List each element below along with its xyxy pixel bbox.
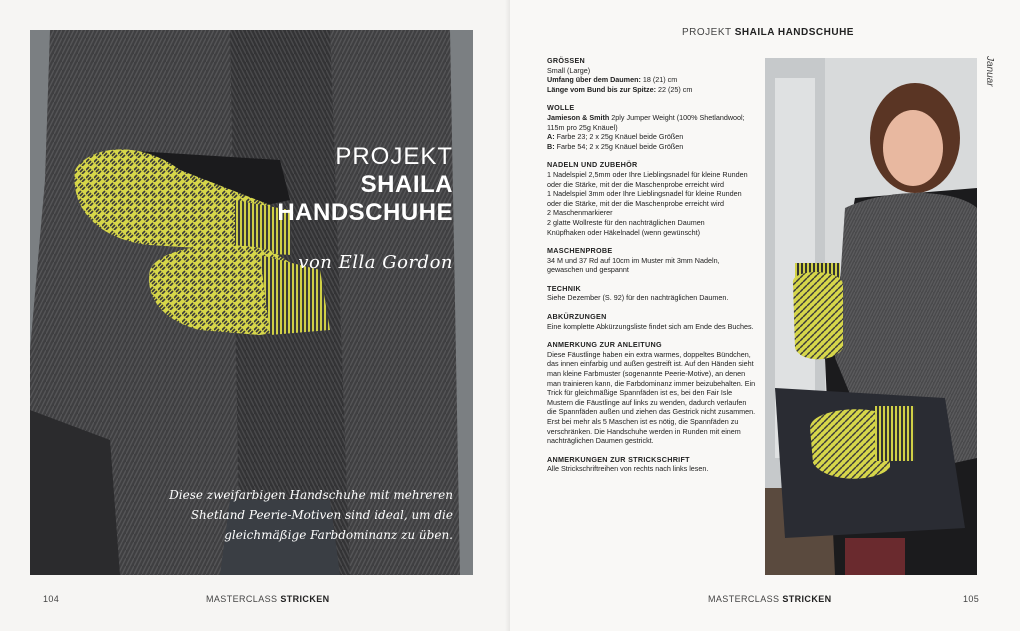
section-nadeln	[547, 160, 757, 237]
section-text: Small (Large)	[547, 65, 591, 75]
section-text: 34 M und 37 Rd auf 10cm im Muster mit 3mm Nadeln, gewaschen und gespannt	[547, 255, 720, 275]
section-text: Alle Strickschriftreihen von rechts nach links lesen.	[547, 464, 709, 474]
value: Farbe 23; 2 x 25g Knäuel beide Größen	[554, 132, 684, 142]
left-footer-series	[206, 594, 330, 604]
author-byline: von Ella Gordon	[298, 252, 453, 273]
project-title-line3: HANDSCHUHE	[277, 199, 453, 226]
month-side-tab: Januar	[984, 56, 995, 87]
label: Jamieson & Smith	[547, 112, 610, 122]
right-page-header	[682, 27, 854, 38]
section-heading: NADELN UND ZUBEHÖR	[547, 160, 638, 170]
section-heading: GRÖSSEN	[547, 56, 586, 65]
section-anmerkung	[547, 340, 757, 446]
project-title-line2: SHAILA	[360, 171, 453, 198]
label: Länge vom Bund bis zur Spitze:	[547, 84, 657, 94]
section-wolle	[547, 103, 757, 151]
section-text: 1 Nadelspiel 2,5mm oder Ihre Lieblingsnadel für kleine Runden oder die Stärke, mit der die Maschenprobe erreicht wird 1 Nadelspiel 3mm oder Ihre Lieblingsnadel für kleine Runden oder die Stärke, mit der die Maschenprobe erreicht wird 2 Maschenmarkierer 2 glatte Wollreste für den nachträglichen Daumen Knüpfhaken oder Häkelnadel (wenn gewünscht)	[547, 169, 748, 237]
left-footer-series-bold: STRICKEN	[280, 594, 330, 604]
right-footer-series	[708, 594, 832, 604]
section-heading: ABKÜRZUNGEN	[547, 312, 607, 322]
section-text	[547, 75, 757, 85]
right-footer-series-bold: STRICKEN	[782, 594, 832, 604]
section-groessen	[547, 56, 757, 94]
project-title	[277, 143, 453, 227]
section-text	[547, 132, 757, 142]
section-technik	[547, 284, 757, 303]
value: 18 (21) cm	[640, 75, 678, 85]
value: 2ply Jumper Weight (100% Shetlandwool; 115m pro 25g Knäuel)	[547, 112, 745, 132]
label: A:	[547, 132, 555, 142]
header-prefix: PROJEKT	[682, 27, 732, 38]
header-title: SHAILA HANDSCHUHE	[734, 27, 854, 38]
section-heading: WOLLE	[547, 103, 575, 113]
section-heading: ANMERKUNGEN ZUR STRICKSCHRIFT	[547, 454, 690, 464]
pattern-details	[547, 56, 757, 483]
section-text: Siehe Dezember (S. 92) für den nachträglichen Daumen.	[547, 293, 729, 303]
section-heading: ANMERKUNG ZUR ANLEITUNG	[547, 340, 662, 350]
right-page-number: 105	[963, 594, 980, 604]
section-heading: TECHNIK	[547, 283, 582, 293]
section-text	[547, 85, 757, 95]
right-photo-woman-mittens	[765, 58, 977, 575]
section-maschenprobe	[547, 246, 757, 275]
label: B:	[547, 141, 555, 151]
left-footer-series-name: MASTERCLASS	[206, 594, 278, 604]
photo-caption: Diese zweifarbigen Handschuhe mit mehreren Shetland Peerie-Motiven sind ideal, um die gleichmäßige Farbdominanz zu üben.	[169, 488, 453, 542]
left-page-number: 104	[43, 594, 60, 604]
section-strickschrift	[547, 455, 757, 474]
project-title-line1: PROJEKT	[335, 143, 453, 170]
value: 22 (25) cm	[656, 84, 693, 94]
section-text: Diese Fäustlinge haben ein extra warmes, doppeltes Bündchen, das innen einfarbig und außen gestreift ist. Auf den Händen sieht man kleine Farbmuster (sogenannte Peerie-Motive), an denen man trainieren kann, die Farbdominanz immer beizubehalten. Ein Trick für gleichmäßige Spannfäden ist es, bei den Fair Isle Mustern die Fäustlinge auf links zu wenden, dadurch verlaufen die Spannfäden außen und ziehen das Gestrick nicht zusammen. Erst bei mehr als 5 Maschen ist es nötig, die Spannfäden zu verschränken. Die Handschuhe werden in Runden mit einem nachträglichen Daumen gestrickt.	[547, 349, 756, 446]
left-photo-mittens-coat	[30, 30, 473, 575]
right-footer-series-name: MASTERCLASS	[708, 594, 780, 604]
section-text	[547, 142, 757, 152]
section-abkuerzungen	[547, 312, 757, 331]
section-text	[547, 113, 757, 132]
right-photo-illustration	[765, 58, 977, 575]
value: Farbe 54; 2 x 25g Knäuel beide Größen	[554, 141, 684, 151]
label: Umfang über dem Daumen:	[547, 75, 641, 85]
section-text: Eine komplette Abkürzungsliste findet sich am Ende des Buches.	[547, 321, 754, 331]
section-heading: MASCHENPROBE	[547, 246, 613, 256]
